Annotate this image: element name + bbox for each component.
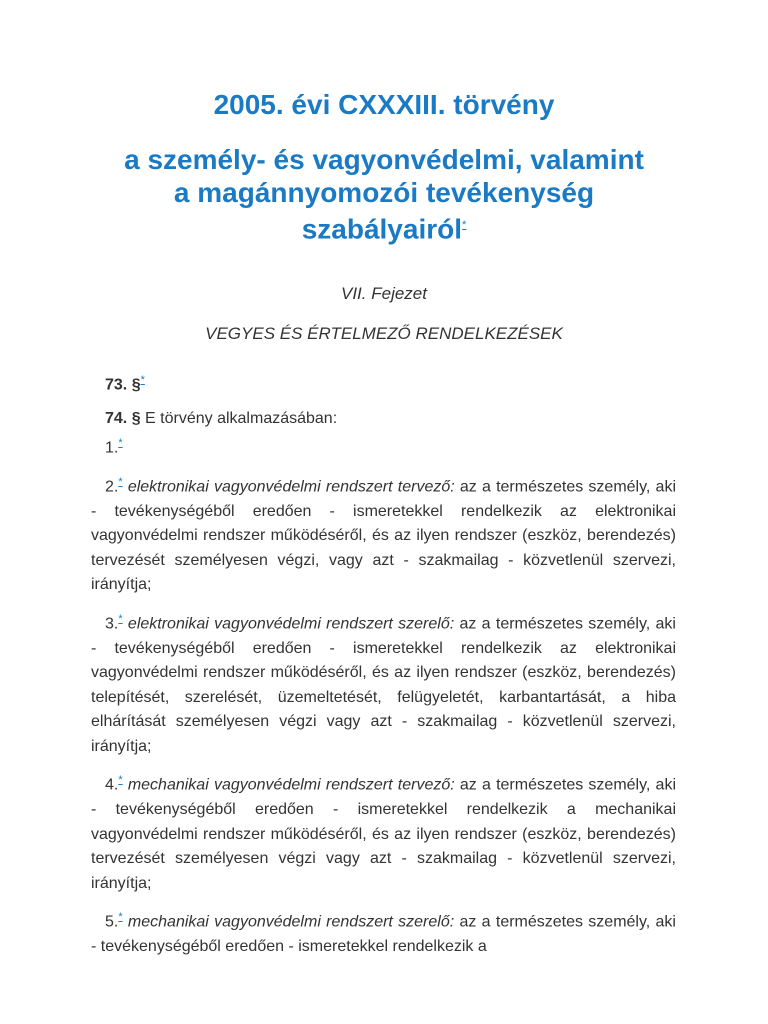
item-term: mechanikai vagyonvédelmi rendszert tervező:	[127, 776, 455, 794]
list-item	[91, 607, 676, 759]
footnote-link[interactable]: *	[140, 374, 145, 386]
list-item	[91, 431, 676, 461]
item-text: az a természetes személy, aki - tevékenységéből eredően - ismeretekkel rendelkezik az elektronikai vagyonvédelmi rendszer működéséről, és az ilyen rendszer (eszköz, berendezés) telepítését, szerelését, üzemeltetését, felügyeletét, karbantartását, a hiba elhárítását személyesen végzi vagy azt - szakmailag - közvetlenül szervezi, irányítja;	[91, 615, 676, 755]
section-73	[91, 368, 676, 398]
item-term: elektronikai vagyonvédelmi rendszert tervező:	[127, 478, 455, 496]
item-term: elektronikai vagyonvédelmi rendszert szerelő:	[127, 615, 455, 633]
list-item	[91, 470, 676, 598]
section-number: 73. §	[105, 376, 141, 394]
document-title: 2005. évi CXXXIII. törvény	[213, 89, 555, 120]
footnote-link[interactable]: *	[118, 774, 123, 787]
section-number: 74. §	[105, 409, 141, 427]
item-number: 2.	[105, 478, 119, 496]
footnote-link[interactable]: *	[118, 437, 123, 450]
item-text: az a természetes személy, aki - tevékenységéből eredően - ismeretekkel rendelkezik az elektronikai vagyonvédelmi rendszer működéséről, és az ilyen rendszer (eszköz, berendezés) tervezését személyesen végzi, vagy azt - szakmailag - közvetlenül szervezi, irányítja;	[91, 478, 676, 594]
item-text: az a természetes személy, aki - tevékenységéből eredően - ismeretekkel rendelkezik a mechanikai vagyonvédelmi rendszer működéséről, és az ilyen rendszer (eszköz, berendezés) tervezését személyesen végzi vagy azt - szakmailag - közvetlenül szervezi, irányítja;	[91, 776, 676, 892]
item-number: 3.	[105, 615, 119, 633]
list-item	[91, 768, 676, 896]
item-text: az a természetes személy, aki - tevékenységéből eredően - ismeretekkel rendelkezik a	[91, 913, 676, 955]
section-heading: VEGYES ÉS ÉRTELMEZŐ RENDELKEZÉSEK	[205, 324, 563, 343]
item-number: 1.	[105, 439, 119, 457]
footnote-link[interactable]: *	[462, 219, 467, 231]
item-number: 5.	[105, 913, 119, 931]
chapter-heading: VII. Fejezet	[341, 284, 427, 303]
item-number: 4.	[105, 776, 119, 794]
subtitle-line-3: szabályairól	[301, 213, 463, 245]
footnote-link[interactable]: *	[118, 476, 123, 489]
subtitle-line-2: a magánnyomozói tevékenység	[173, 177, 595, 208]
list-item	[91, 905, 676, 959]
item-term: mechanikai vagyonvédelmi rendszert szerelő:	[127, 913, 455, 931]
section-74	[91, 407, 676, 432]
footnote-link[interactable]: *	[118, 911, 123, 924]
footnote-link[interactable]: *	[118, 612, 123, 625]
subtitle-line-1: a személy- és vagyonvédelmi, valamint	[124, 144, 644, 175]
section-intro: E törvény alkalmazásában:	[145, 409, 338, 427]
law-body	[91, 368, 676, 968]
document-subtitle	[60, 143, 708, 245]
